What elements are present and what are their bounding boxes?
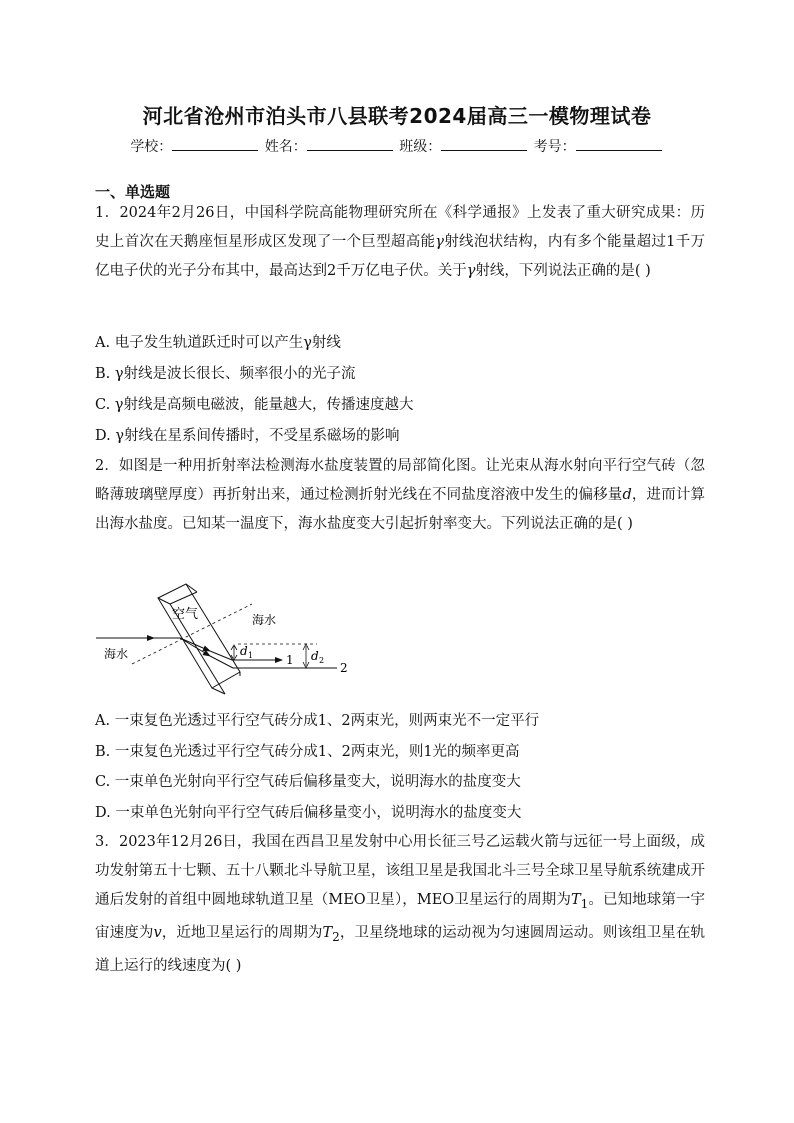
d2-sub: 2 [319, 656, 325, 665]
q3-t2: T [322, 924, 333, 941]
q1-option-d: D. γ射线在星系间传播时，不受星系磁场的影响 [95, 428, 400, 444]
q1-stem-a: 1．2024年2月26日，中国科学院高能物理研究所在《科学通报》上发表了重大研究成果：历史上首次在天鹅座恒星形成区发现了一个巨型超高能 [95, 205, 705, 250]
refracted-ray-2 [180, 638, 210, 656]
q2-option-b: B. 一束复色光透过平行空气砖分成1、2两束光，则1光的频率更高 [95, 744, 520, 760]
q1-stem-b: 射线泡状结构，内有多个能量超过1千万亿电子伏的光子分布其中，最高达到2千万亿电子伏。关于 [95, 234, 706, 279]
sea-label-top: 海水 [252, 613, 277, 627]
q1-option-a: A. 电子发生轨道跃迁时可以产生γ射线 [95, 335, 341, 351]
d1-sub: 1 [248, 651, 254, 660]
class-label: 班级： [399, 139, 442, 155]
q1-gamma-2: γ [466, 263, 476, 279]
q3-stem-d: ，卫星绕地球的运动视为匀速圆周运动。则该组卫星在轨道上运行的线速度为( ) [95, 924, 706, 974]
sea-label-left: 海水 [104, 647, 129, 661]
number-label: 考号： [533, 139, 576, 155]
number-blank[interactable] [576, 137, 662, 151]
student-info-line [0, 136, 794, 156]
q2-stem-a: 2．如图是一种用折射率法检测海水盐度装置的局部简化图。让光束从海水射向平行空气砖（忽略薄玻璃壁厚度）再折射出来，通过检测折射光线在不同盐度溶液中发生的偏移量 [95, 458, 705, 503]
ray1-label: 1 [286, 653, 294, 667]
ray2-label: 2 [340, 661, 348, 675]
q1-stem-c: 射线，下列说法正确的是( ) [475, 263, 651, 279]
q1-stem [95, 199, 705, 286]
q3-t1: T [570, 892, 581, 908]
q3-t2-sub: 2 [332, 929, 340, 944]
q2-option-d: D. 一束单色光射向平行空气砖后偏移量变小，说明海水的盐度变大 [95, 805, 522, 821]
page-title: 河北省沧州市泊头市八县联考2024届高三一模物理试卷 [142, 104, 652, 128]
q3-v: v [153, 924, 162, 941]
q1-option-b: B. γ射线是波长很长、频率很小的光子流 [95, 366, 356, 382]
q2-option-c: C. 一束单色光射向平行空气砖后偏移量变大，说明海水的盐度变大 [95, 774, 521, 790]
refracted-ray-1 [180, 638, 210, 651]
q2-var-d: d [622, 487, 632, 503]
air-label: 空气 [172, 607, 199, 622]
air-brick [158, 584, 240, 694]
school-blank[interactable] [172, 137, 258, 151]
q3-stem-b: 。已知地球第一宇宙速度为 [95, 892, 705, 941]
d2-label: d [311, 649, 319, 663]
refraction-diagram [92, 576, 362, 696]
name-blank[interactable] [307, 137, 393, 151]
q3-stem [95, 828, 705, 981]
q2-option-a: A. 一束复色光透过平行空气砖分成1、2两束光，则两束光不一定平行 [95, 713, 540, 729]
d1-label: d [240, 644, 248, 658]
class-blank[interactable] [441, 137, 527, 151]
q3-stem-c: ，近地卫星运行的周期为 [161, 924, 323, 941]
q2-stem-b: ，进而计算出海水盐度。已知某一温度下，海水盐度变大引起折射率变大。下列说法正确的是( ) [95, 487, 706, 532]
q2-stem [95, 452, 705, 539]
q1-option-c: C. γ射线是高频电磁波，能量越大，传播速度越大 [95, 397, 414, 413]
q3-stem-a: 3．2023年12月26日，我国在西昌卫星发射中心用长征三号乙运载火箭与远征一号上面级，成功发射第五十七颗、五十八颗北斗导航卫星，该组卫星是我国北斗三号全球卫星导航系统建成开通后发射的首组中圆地球轨道卫星（MEO卫星），MEO卫星运行的周期为 [95, 834, 705, 908]
section-title: 一、单选题 [95, 183, 171, 201]
school-label: 学校： [130, 139, 173, 155]
q3-t1-sub: 1 [580, 896, 589, 911]
name-label: 姓名： [264, 139, 307, 155]
q1-gamma: γ [435, 234, 444, 250]
